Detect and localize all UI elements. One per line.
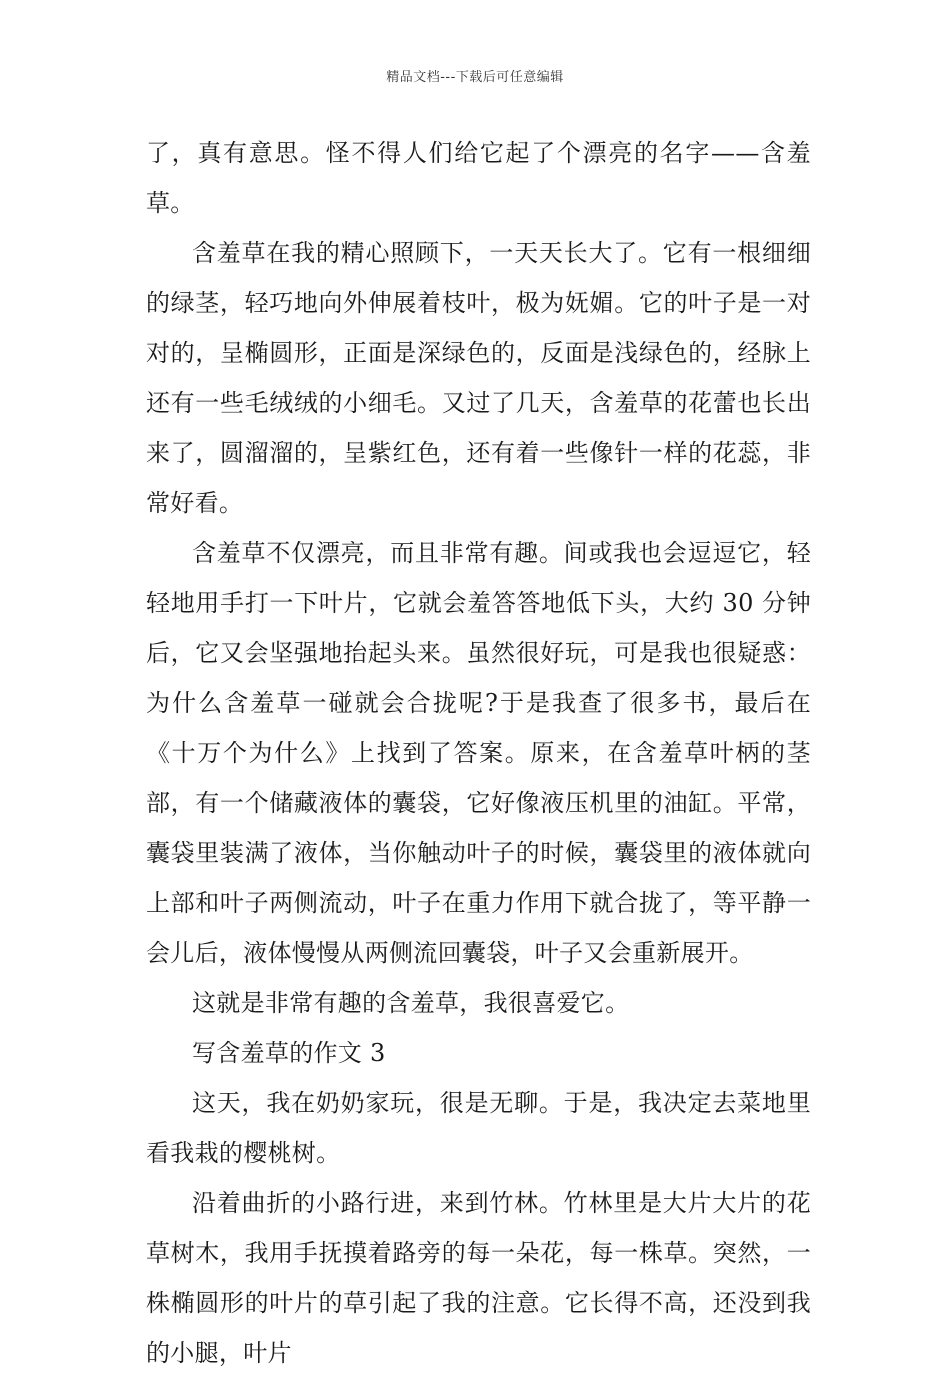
document-body: [146, 128, 811, 1378]
paragraph-growth: 含羞草在我的精心照顾下，一天天长大了。它有一根细细的绿茎，轻巧地向外伸展着枝叶，极为妩媚。它的叶子是一对对的，呈椭圆形，正面是深绿色的，反面是浅绿色的，经脉上还有一些毛绒绒的小细毛。又过了几天，含羞草的花蕾也长出来了，圆溜溜的，呈紫红色，还有着一些像针一样的花蕊，非常好看。: [146, 239, 811, 517]
paragraph-bamboo: 沿着曲折的小路行进，来到竹林。竹林里是大片大片的花草树木，我用手抚摸着路旁的每一朵花，每一株草。突然，一株椭圆形的叶片的草引起了我的注意。它长得不高，还没到我的小腿，叶片: [146, 1189, 811, 1367]
paragraph-intro: 这天，我在奶奶家玩，很是无聊。于是，我决定去菜地里看我栽的樱桃树。: [146, 1089, 811, 1167]
essay-title: 写含羞草的作文 3: [192, 1039, 386, 1067]
page-header: 精品文档---下载后可任意编辑: [386, 70, 564, 85]
paragraph-continuation: 了，真有意思。怪不得人们给它起了个漂亮的名字——含羞草。: [146, 139, 811, 217]
paragraph-conclusion: 这就是非常有趣的含羞草，我很喜爱它。: [192, 989, 630, 1017]
paragraph-interesting: 含羞草不仅漂亮，而且非常有趣。间或我也会逗逗它，轻轻地用手打一下叶片，它就会羞答答地低下头，大约 30 分钟后，它又会坚强地抬起头来。虽然很好玩，可是我也很疑惑：为什么含羞草一碰就会合拢呢?于是我查了很多书，最后在《十万个为什么》上找到了答案。原来，在含羞草叶柄的茎部，有一个储藏液体的囊袋，它好像液压机里的油缸。平常，囊袋里装满了液体，当你触动叶子的时候，囊袋里的液体就向上部和叶子两侧流动，叶子在重力作用下就合拢了，等平静一会儿后，液体慢慢从两侧流回囊袋，叶子又会重新展开。: [146, 539, 811, 967]
